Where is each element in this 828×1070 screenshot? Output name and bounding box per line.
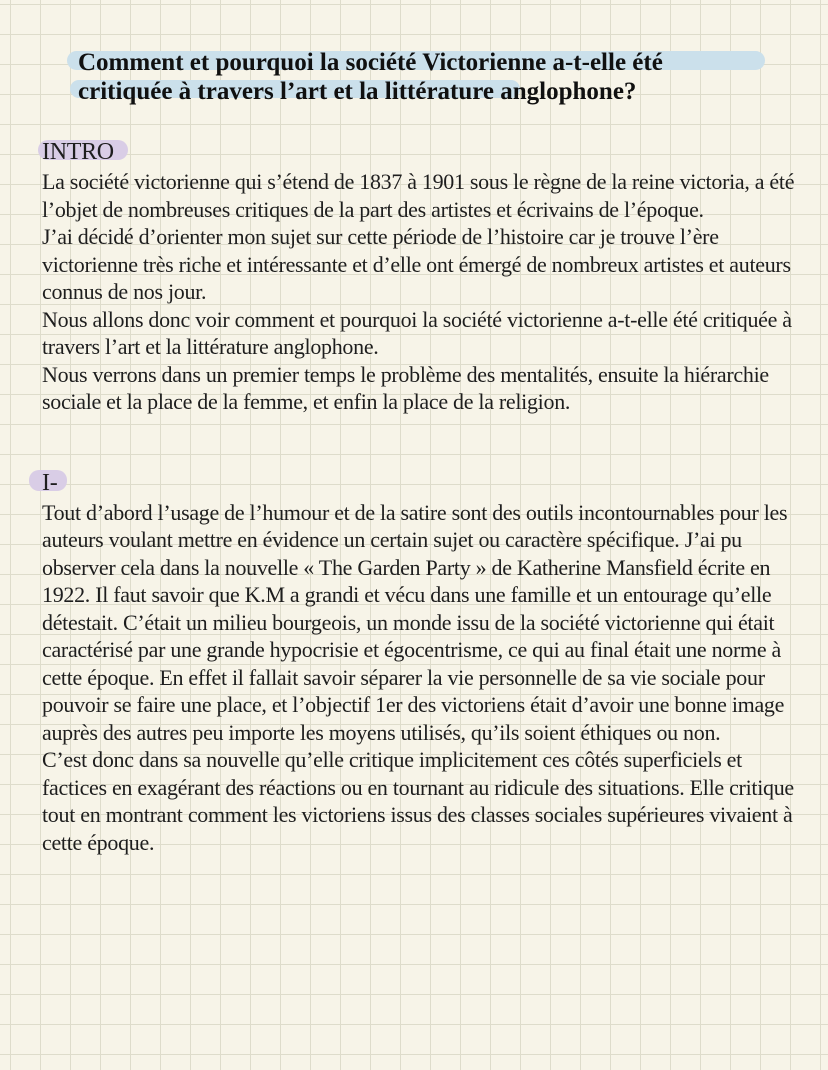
- paragraph: J’ai décidé d’orienter mon sujet sur cette période de l’histoire car je trouve l’ère victorienne très riche et intéressante et d’elle ont émergé de nombreux artistes et auteurs connus de nos jour.: [42, 224, 791, 304]
- heading-intro-label: INTRO: [42, 139, 114, 165]
- document-body: [42, 136, 804, 856]
- paragraph: Nous allons donc voir comment et pourquoi la société victorienne a-t-elle été critiquée à travers l’art et la littérature anglophone.: [42, 306, 792, 359]
- title-line-1: Comment et pourquoi la société Victorienne a-t-elle été: [78, 49, 663, 76]
- section-part-one: [42, 467, 804, 857]
- title-line-2: critiquée à travers l’art et la littérature anglophone?: [78, 78, 637, 105]
- section-intro: [42, 136, 804, 416]
- paragraph: Tout d’abord l’usage de l’humour et de la satire sont des outils incontournables pour les auteurs voulant mettre en évidence un certain sujet ou caractère spécifique. J’ai pu observer cela dans la nouvelle « The Garden Party » de Katherine Mansfield écrite en 1922. Il faut savoir que K.M a grandi et vécu dans une famille et un entourage qu’elle détestait. C’était un milieu bourgeois, un monde issu de la société victorienne qui était caractérisé par une grande hypocrisie et égocentrisme, ce qui au final était une norme à cette époque. En effet il fallait savoir séparer la vie personnelle de sa vie sociale pour pouvoir se faire une place, et l’objectif 1er des victoriens était d’avoir une bonne image auprès des autres peu importe les moyens utilisés, qu’ils soient éthiques ou non.: [42, 499, 788, 745]
- heading-part-one: [42, 467, 804, 499]
- paragraph: Nous verrons dans un premier temps le problème des mentalités, ensuite la hiérarchie sociale et la place de la femme, et enfin la place de la religion.: [42, 361, 769, 414]
- document-title: [78, 48, 788, 106]
- paragraph: C’est donc dans sa nouvelle qu’elle critique implicitement ces côtés superficiels et factices en exagérant des réactions ou en tournant au ridicule des situations. Elle critique tout en montrant comment les victoriens issus des classes sociales supérieures vivaient à cette époque.: [42, 747, 794, 855]
- heading-intro: [42, 136, 804, 168]
- heading-part-one-label: I-: [42, 469, 58, 496]
- paragraph: La société victorienne qui s’étend de 1837 à 1901 sous le règne de la reine victoria, a été l’objet de nombreuses critiques de la part des artistes et écrivains de l’époque.: [42, 169, 795, 222]
